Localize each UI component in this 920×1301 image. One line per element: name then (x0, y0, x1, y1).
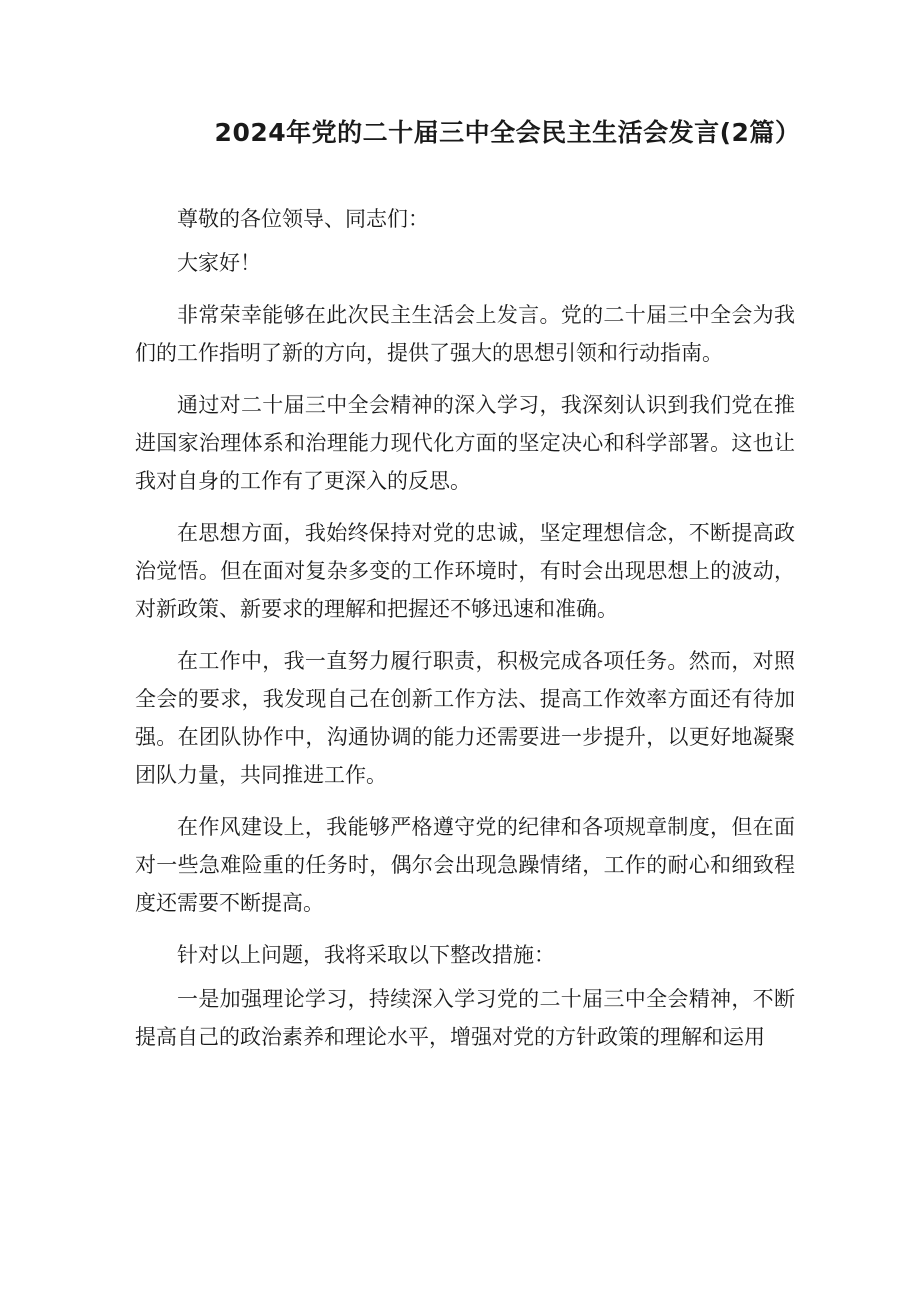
paragraph-study: 通过对二十届三中全会精神的深入学习，我深刻认识到我们党在推进国家治理体系和治理能力现代化方面的坚定决心和科学部署。这也让我对自身的工作有了更深入的反思。 (135, 393, 795, 493)
document-title: 2024年党的二十届三中全会民主生活会发言(2篇） (214, 118, 801, 147)
paragraph-style: 在作风建设上，我能够严格遵守党的纪律和各项规章制度，但在面对一些急难险重的任务时，偶尔会出现急躁情绪，工作的耐心和细致程度还需要不断提高。 (135, 815, 795, 915)
paragraph-intro: 非常荣幸能够在此次民主生活会上发言。党的二十届三中全会为我们的工作指明了新的方向，提供了强大的思想引领和行动指南。 (135, 303, 795, 365)
paragraph-thought: 在思想方面，我始终保持对党的忠诚，坚定理想信念，不断提高政治觉悟。但在面对复杂多变的工作环境时，有时会出现思想上的波动，对新政策、新要求的理解和把握还不够迅速和准确。 (135, 521, 795, 621)
paragraph-measures-intro: 针对以上问题，我将采取以下整改措施： (177, 943, 555, 967)
paragraph-salutation: 尊敬的各位领导、同志们： (177, 207, 429, 231)
document-body (135, 200, 795, 1056)
paragraph-work: 在工作中，我一直努力履行职责，积极完成各项任务。然而，对照全会的要求，我发现自己在创新工作方法、提高工作效率方面还有待加强。在团队协作中，沟通协调的能力还需要进一步提升，以更好地凝聚团队力量，共同推进工作。 (135, 649, 795, 787)
paragraph-greeting: 大家好！ (177, 251, 261, 275)
paragraph-measure-one: 一是加强理论学习，持续深入学习党的二十届三中全会精神，不断提高自己的政治素养和理论水平，增强对党的方针政策的理解和运用 (135, 987, 795, 1049)
